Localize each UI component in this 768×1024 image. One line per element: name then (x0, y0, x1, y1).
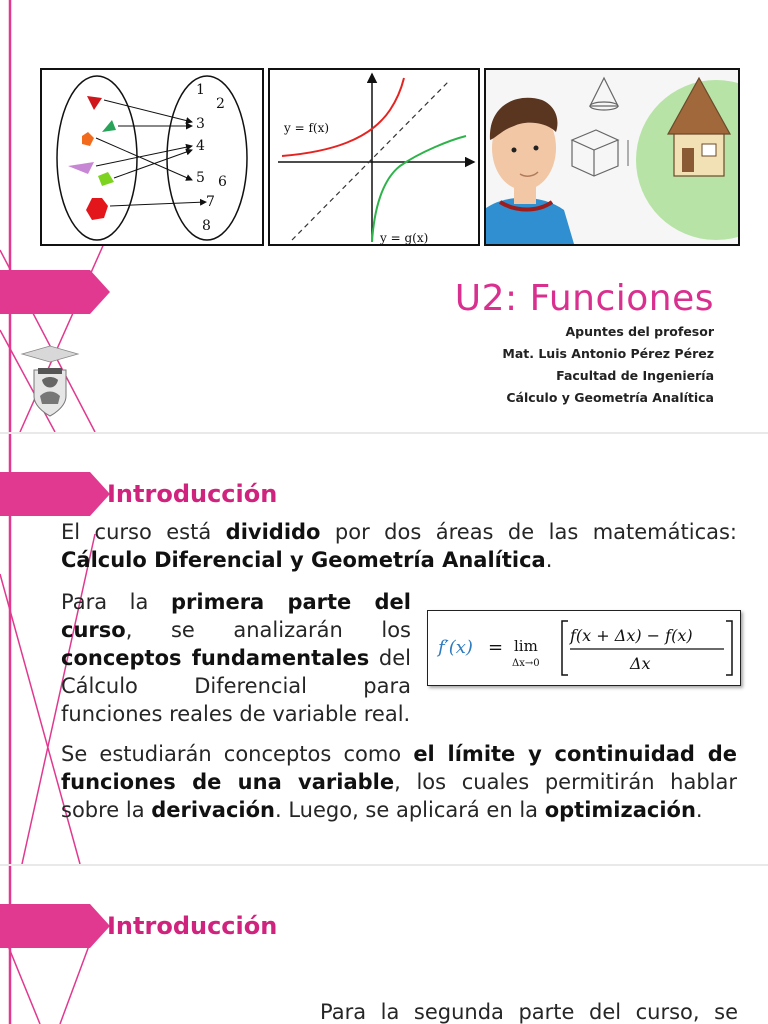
mapping-diagram-image (40, 68, 264, 246)
subtitle-line-3: Facultad de Ingeniería (556, 368, 714, 383)
svg-text:f(x + Δx) − f(x): f(x + Δx) − f(x) (570, 626, 693, 645)
student-geometry-illustration (484, 68, 740, 246)
faculty-seal-logo (20, 340, 80, 420)
section-heading: Introducción (107, 480, 278, 508)
pentagon-orange-icon (82, 132, 94, 146)
slide-tab-arrow (0, 270, 110, 314)
inverse-function-graph-image (268, 68, 480, 246)
svg-text:Δx: Δx (630, 654, 651, 673)
triangle-red-icon (87, 96, 102, 110)
paragraph-second-part: Para la segunda parte del curso, se (320, 1000, 738, 1024)
svg-text:7: 7 (206, 194, 215, 210)
intro-slide-2 (0, 866, 768, 1024)
svg-text:2: 2 (216, 96, 225, 112)
subtitle-line-1: Apuntes del profesor (565, 324, 714, 339)
subtitle-line-4: Cálculo y Geometría Analítica (506, 390, 714, 405)
subtitle-line-2: Mat. Luis Antonio Pérez Pérez (502, 346, 714, 361)
title-slide (0, 0, 768, 432)
slide-tab-arrow (0, 472, 110, 516)
section-heading: Introducción (107, 912, 278, 940)
triangle-green-icon (102, 120, 116, 132)
paragraph-concepts: Se estudiarán conceptos como el límite y continuidad de funciones de una variable, los cuales permitirán hablar sobre la derivación. Luego, se aplicará en la optimización. (61, 742, 738, 822)
svg-text:y = g(x): y = g(x) (380, 231, 429, 244)
svg-text:3: 3 (196, 116, 205, 132)
svg-text:6: 6 (218, 174, 227, 190)
svg-text:1: 1 (196, 82, 205, 98)
svg-text:lim: lim (514, 637, 538, 655)
svg-text:4: 4 (196, 138, 205, 154)
parallelogram-purple-icon (68, 162, 94, 174)
svg-text:Δx→0: Δx→0 (512, 658, 540, 669)
octagon-red-icon (86, 198, 108, 220)
svg-text:y = f(x): y = f(x) (284, 121, 330, 135)
paragraph-intro: El curso está dividido por dos áreas de las matemáticas: Cálculo Diferencial y Geometría Analítica. (61, 520, 738, 572)
derivative-definition-formula (427, 610, 741, 686)
svg-text:8: 8 (202, 218, 211, 234)
svg-text:5: 5 (196, 170, 205, 186)
paragraph-first-part: Para la primera parte del curso, se analizarán los conceptos fundamentales del Cálculo Diferencial para funciones reales de variable real. (61, 590, 411, 726)
intro-slide-1 (0, 434, 768, 864)
svg-text:f′(x): f′(x) (438, 637, 473, 658)
diamond-lightgreen-icon (98, 172, 114, 186)
presentation-title: U2: Funciones (454, 278, 714, 319)
slide-tab-arrow (0, 904, 110, 948)
svg-text:=: = (488, 637, 504, 658)
